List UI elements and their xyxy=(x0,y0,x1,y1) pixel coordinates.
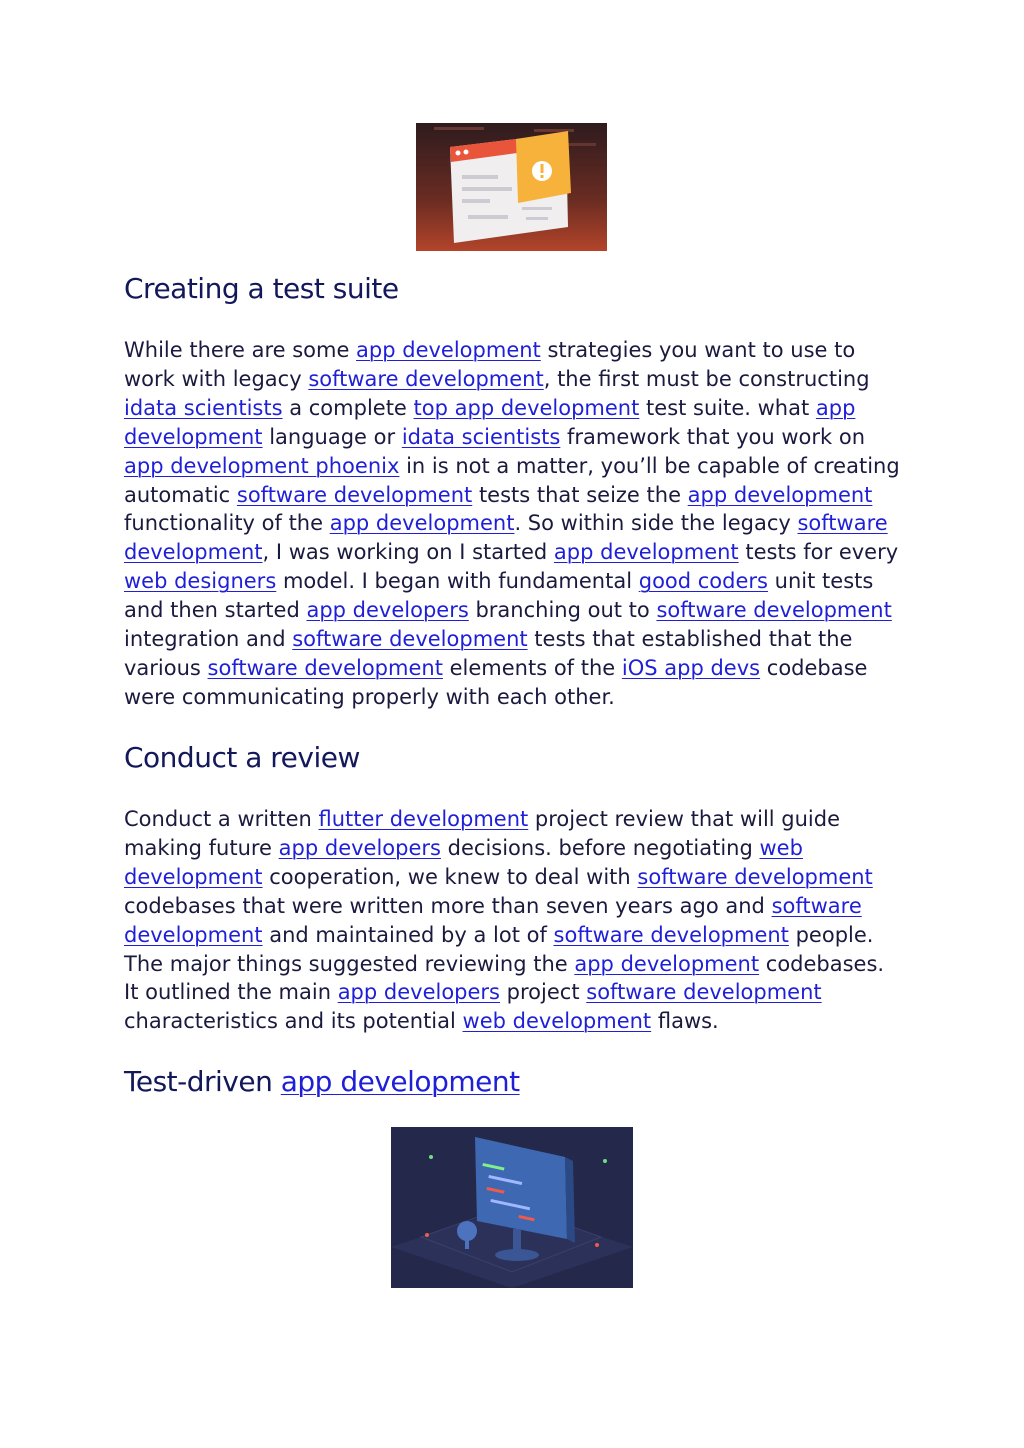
inline-link[interactable]: web development xyxy=(462,1009,652,1034)
text-segment: tests that seize the xyxy=(472,482,688,507)
heading-text: Test-driven xyxy=(124,1065,281,1098)
text-segment: It outlined the main xyxy=(124,980,338,1005)
text-segment: tests that established that the xyxy=(527,627,853,652)
inline-link[interactable]: web designers xyxy=(124,569,277,594)
inline-link[interactable]: software development xyxy=(586,980,822,1005)
text-line xyxy=(124,394,914,423)
text-segment: strategies you want to use to xyxy=(540,338,856,362)
text-line xyxy=(124,365,914,394)
text-line xyxy=(124,1007,914,1036)
text-segment: characteristics and its potential xyxy=(124,1009,463,1034)
text-line xyxy=(124,567,914,596)
inline-link[interactable]: app developers xyxy=(337,980,500,1005)
inline-link[interactable]: app development xyxy=(574,951,760,976)
text-segment: project review that will guide xyxy=(528,807,841,831)
inline-link[interactable]: iOS app devs xyxy=(621,655,761,680)
text-segment: . So within side the legacy xyxy=(514,511,798,536)
inline-link[interactable]: app development xyxy=(329,511,515,536)
text-segment: decisions. before negotiating xyxy=(440,835,760,860)
text-segment: elements of the xyxy=(442,655,622,680)
text-line xyxy=(124,921,914,950)
text-segment: were communicating properly with each other. xyxy=(124,684,615,709)
text-line xyxy=(124,863,914,892)
inline-link[interactable]: app development xyxy=(687,482,873,507)
text-segment: branching out to xyxy=(468,598,657,623)
inline-link[interactable]: software development xyxy=(308,366,544,391)
paragraph-test-suite xyxy=(124,336,914,712)
inline-link[interactable]: good coders xyxy=(638,569,768,594)
inline-link[interactable]: software development xyxy=(637,864,873,889)
text-line xyxy=(124,892,914,921)
inline-link[interactable]: development xyxy=(124,424,263,449)
text-line xyxy=(124,625,914,654)
heading-link-app-development[interactable]: app development xyxy=(280,1065,520,1098)
text-line xyxy=(124,683,914,712)
text-line xyxy=(124,596,914,625)
text-segment: and maintained by a lot of xyxy=(262,922,554,947)
text-line xyxy=(124,481,914,510)
inline-link[interactable]: software development xyxy=(236,482,473,507)
text-line xyxy=(124,509,914,538)
inline-link[interactable]: software xyxy=(797,511,888,536)
inline-link[interactable]: app development xyxy=(356,338,541,362)
section-heading-test-suite: Creating a test suite xyxy=(124,272,399,305)
monitor-code-illustration xyxy=(391,1127,633,1288)
inline-link[interactable]: development xyxy=(124,540,263,565)
text-segment: , the first must be constructing xyxy=(543,366,870,391)
inline-link[interactable]: software xyxy=(771,893,862,918)
text-segment: and then started xyxy=(124,598,307,623)
text-line xyxy=(124,834,914,863)
text-segment: automatic xyxy=(124,482,237,507)
inline-link[interactable]: app developers xyxy=(278,835,441,860)
inline-link[interactable]: app developers xyxy=(306,598,469,623)
text-segment: test suite. what xyxy=(639,395,816,420)
inline-link[interactable]: top app development xyxy=(413,395,640,420)
section-heading-review: Conduct a review xyxy=(124,741,360,774)
section-heading-tdd xyxy=(124,1065,520,1098)
text-segment: a complete xyxy=(282,395,414,420)
text-line xyxy=(124,805,914,834)
inline-link[interactable]: software development xyxy=(656,598,892,623)
text-segment: codebases that were written more than seven years ago and xyxy=(124,893,772,918)
text-segment: project xyxy=(500,980,587,1005)
text-line xyxy=(124,538,914,567)
text-segment: making future xyxy=(124,835,279,860)
inline-link[interactable]: software development xyxy=(292,627,528,652)
text-segment: cooperation, we knew to deal with xyxy=(262,864,638,889)
inline-link[interactable]: app xyxy=(815,395,856,420)
text-segment: integration and xyxy=(124,627,293,652)
text-segment: language or xyxy=(262,424,402,449)
text-segment: in is not a matter, you’ll be capable of creating xyxy=(399,453,900,478)
inline-link[interactable]: development xyxy=(124,864,263,889)
inline-link[interactable]: idata scientists xyxy=(124,395,283,420)
text-segment: codebase xyxy=(760,655,868,680)
text-segment: flaws. xyxy=(651,1009,719,1034)
text-segment: Conduct a written xyxy=(124,807,319,831)
inline-link[interactable]: development xyxy=(124,922,263,947)
inline-link[interactable]: app development phoenix xyxy=(124,453,400,478)
text-segment: various xyxy=(124,655,208,680)
text-segment: While there are some xyxy=(124,338,357,362)
text-segment: functionality of the xyxy=(124,511,330,536)
text-segment: people. xyxy=(788,922,874,947)
text-line xyxy=(124,452,914,481)
text-line xyxy=(124,950,914,979)
inline-link[interactable]: flutter development xyxy=(318,807,529,831)
inline-link[interactable]: app development xyxy=(553,540,739,565)
text-segment: tests for every xyxy=(738,540,899,565)
paragraph-review xyxy=(124,805,914,1036)
inline-link[interactable]: idata scientists xyxy=(401,424,561,449)
text-line xyxy=(124,978,914,1007)
inline-link[interactable]: web xyxy=(759,835,803,860)
text-segment: The major things suggested reviewing the xyxy=(124,951,575,976)
browser-warning-illustration xyxy=(416,123,607,251)
text-segment: framework that you work on xyxy=(560,424,866,449)
text-segment: unit tests xyxy=(768,569,874,594)
text-segment: work with legacy xyxy=(124,366,309,391)
inline-link[interactable]: software development xyxy=(207,655,443,680)
text-segment: model. I began with fundamental xyxy=(276,569,639,594)
text-segment: codebases. xyxy=(759,951,885,976)
text-line xyxy=(124,336,914,365)
text-segment: , I was working on I started xyxy=(262,540,554,565)
text-line xyxy=(124,423,914,452)
inline-link[interactable]: software development xyxy=(553,922,789,947)
text-line xyxy=(124,654,914,683)
